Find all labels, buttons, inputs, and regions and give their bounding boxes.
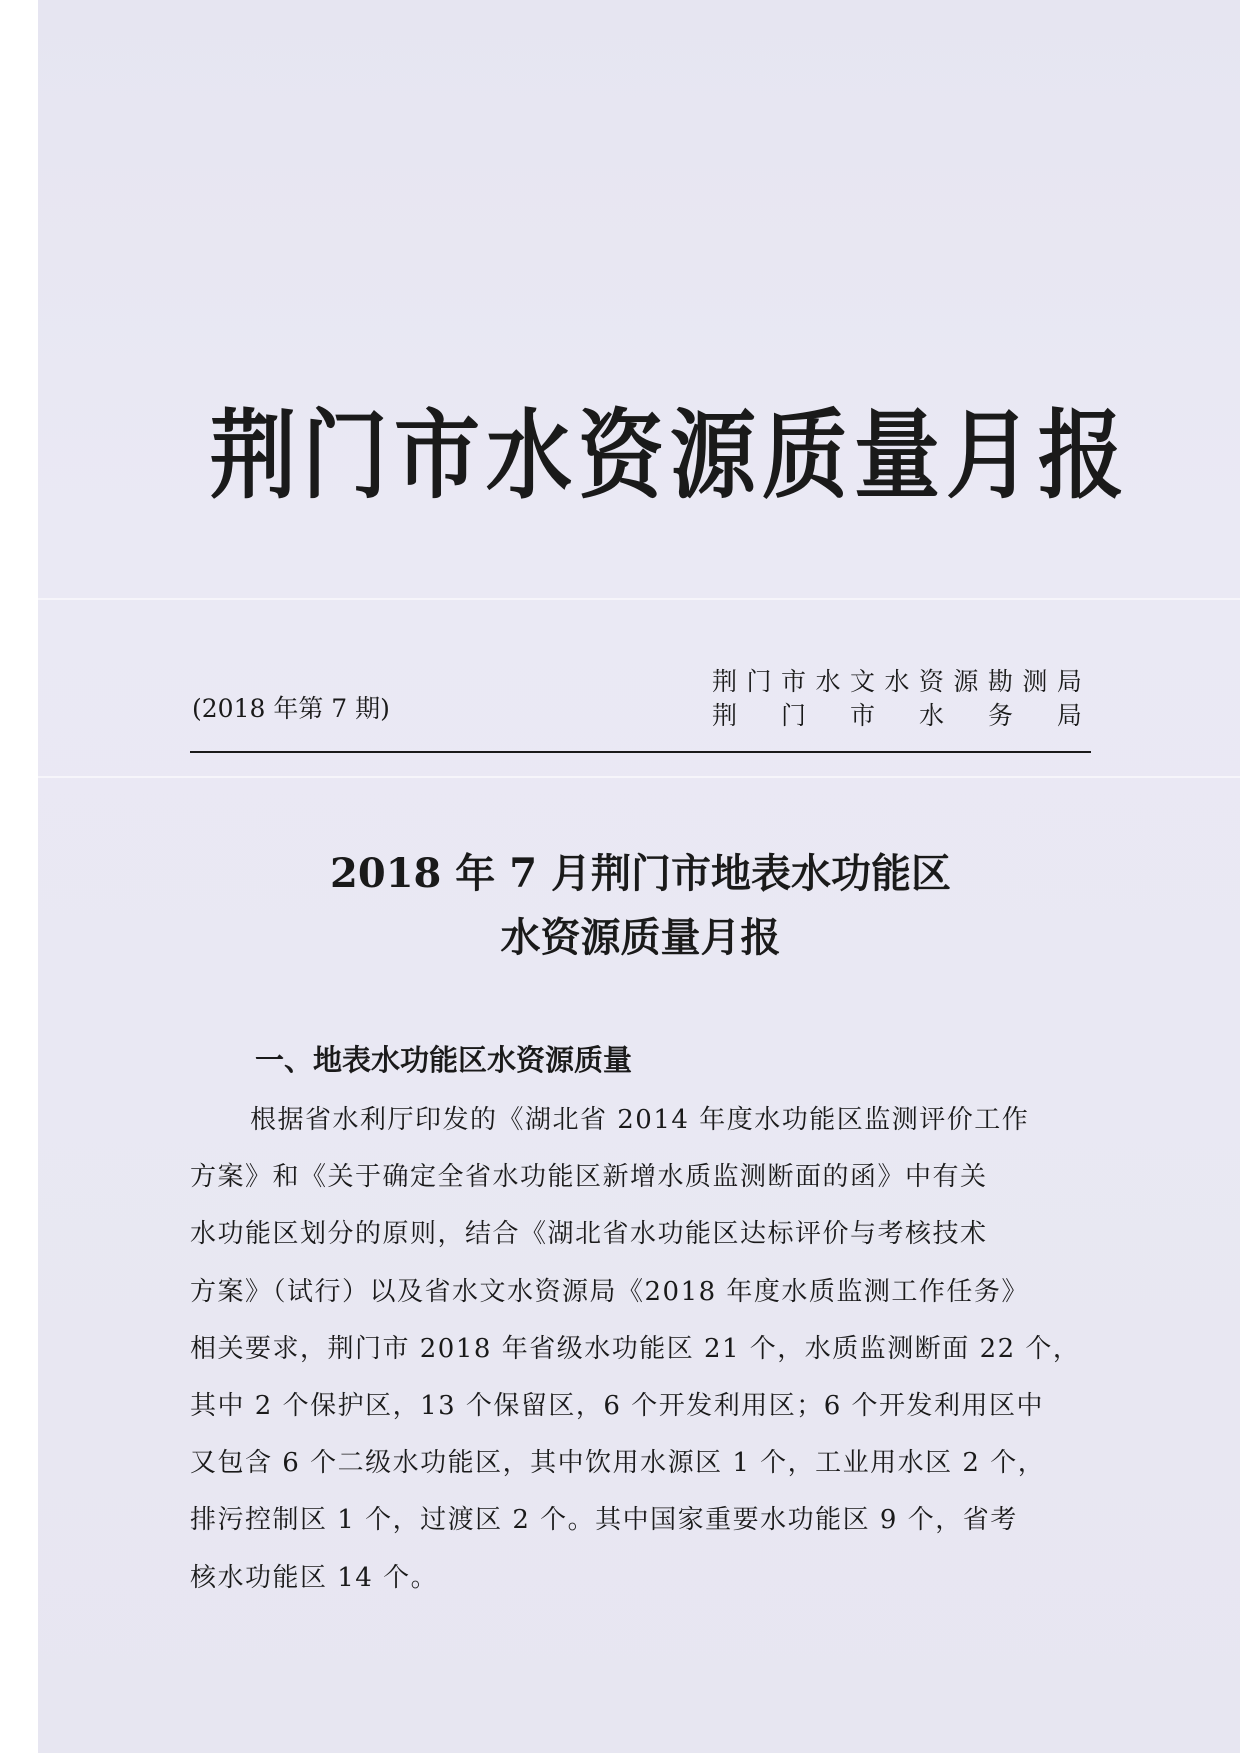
issuer-char: 水 — [884, 667, 910, 696]
issuer-char: 荆 — [712, 701, 738, 730]
issuer-char: 文 — [849, 667, 875, 696]
issuer-char: 水 — [918, 701, 944, 730]
scan-margin — [0, 0, 38, 1753]
report-title-line: 水资源质量月报 — [500, 914, 781, 961]
issuer-char: 荆 — [712, 667, 738, 696]
issuer-char: 局 — [1056, 701, 1082, 730]
issuer-char: 局 — [1056, 667, 1082, 696]
issuer-char: 水 — [815, 667, 841, 696]
issuer-char: 务 — [987, 701, 1013, 730]
paragraph-line: 其中 2 个保护区，13 个保留区，6 个开发利用区；6 个开发利用区中 — [190, 1390, 1045, 1421]
issuer-char: 测 — [1022, 667, 1048, 696]
issuer-line — [712, 665, 1082, 699]
paragraph-line: 相关要求，荆门市 2018 年省级水功能区 21 个，水质监测断面 22 个， — [190, 1333, 1081, 1364]
paragraph-line: 核水功能区 14 个。 — [190, 1562, 439, 1593]
paragraph-line: 又包含 6 个二级水功能区，其中饮用水源区 1 个，工业用水区 2 个， — [190, 1448, 1046, 1479]
paragraph-line: 方案》和《关于确定全省水功能区新增水质监测断面的函》中有关 — [190, 1162, 988, 1193]
main-title: 荆门市水资源质量月报 — [210, 399, 1130, 513]
issuer-char: 门 — [780, 701, 806, 730]
paragraph-line: 水功能区划分的原则，结合《湖北省水功能区达标评价与考核技术 — [190, 1219, 988, 1250]
paper-fold — [38, 598, 1240, 600]
paragraph-line: 方案》（试行）以及省水文水资源局《2018 年度水质监测工作任务》 — [190, 1276, 1029, 1307]
issuer-char: 资 — [918, 667, 944, 696]
body-paragraph — [190, 1092, 1081, 1607]
issue-number: (2018 年第 7 期) — [192, 694, 390, 723]
issuer-char: 门 — [746, 667, 772, 696]
issuer-char: 勘 — [987, 667, 1013, 696]
report-title-line: 2018 年 7 月荆门市地表水功能区 — [330, 850, 951, 897]
paper-fold — [38, 776, 1240, 778]
issuer-line — [712, 699, 1082, 733]
paragraph-line: 排污控制区 1 个，过渡区 2 个。其中国家重要水功能区 9 个，省考 — [190, 1505, 1018, 1536]
issuer-char: 市 — [849, 701, 875, 730]
report-title — [190, 842, 1091, 970]
header-rule — [190, 751, 1091, 753]
issuer-char: 市 — [780, 667, 806, 696]
issuing-agencies — [712, 665, 1082, 733]
issuer-char: 源 — [953, 667, 979, 696]
section-heading: 一、地表水功能区水资源质量 — [255, 1043, 633, 1077]
paragraph-line: 根据省水利厅印发的《湖北省 2014 年度水功能区监测评价工作 — [250, 1105, 1030, 1135]
